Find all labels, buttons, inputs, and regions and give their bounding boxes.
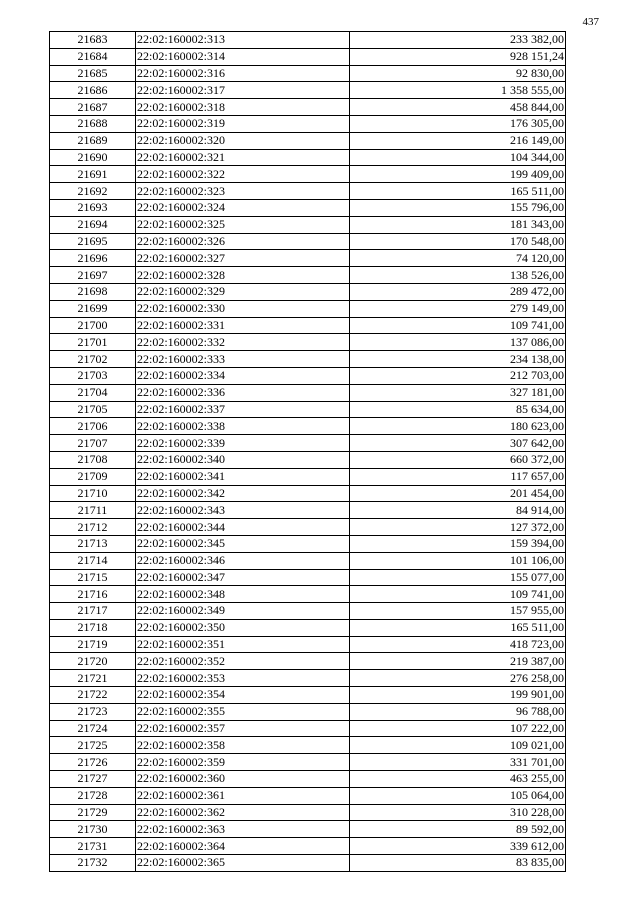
row-number-cell: 21694	[50, 216, 136, 233]
table-row	[50, 787, 566, 804]
row-number-cell: 21720	[50, 653, 136, 670]
cadastral-value-cell: 157 955,00	[350, 603, 566, 620]
cadastral-number-cell: 22:02:160002:348	[136, 586, 350, 603]
table-row	[50, 653, 566, 670]
cadastral-value-cell: 331 701,00	[350, 754, 566, 771]
row-number-cell: 21704	[50, 384, 136, 401]
table-row	[50, 216, 566, 233]
row-number-cell: 21714	[50, 552, 136, 569]
table-row	[50, 485, 566, 502]
table-row	[50, 670, 566, 687]
table-row	[50, 603, 566, 620]
cadastral-number-cell: 22:02:160002:350	[136, 619, 350, 636]
cadastral-number-cell: 22:02:160002:338	[136, 418, 350, 435]
cadastral-number-cell: 22:02:160002:364	[136, 838, 350, 855]
table-row	[50, 804, 566, 821]
table-row	[50, 32, 566, 49]
table-row	[50, 65, 566, 82]
cadastral-value-cell: 199 901,00	[350, 687, 566, 704]
row-number-cell: 21724	[50, 720, 136, 737]
table-row	[50, 720, 566, 737]
table-row	[50, 367, 566, 384]
row-number-cell: 21709	[50, 468, 136, 485]
row-number-cell: 21712	[50, 519, 136, 536]
cadastral-value-cell: 74 120,00	[350, 250, 566, 267]
row-number-cell: 21685	[50, 65, 136, 82]
row-number-cell: 21695	[50, 233, 136, 250]
row-number-cell: 21707	[50, 435, 136, 452]
row-number-cell: 21726	[50, 754, 136, 771]
cadastral-value-cell: 165 511,00	[350, 619, 566, 636]
table-row	[50, 703, 566, 720]
row-number-cell: 21687	[50, 99, 136, 116]
row-number-cell: 21700	[50, 317, 136, 334]
cadastral-value-cell: 928 151,24	[350, 48, 566, 65]
cadastral-value-cell: 165 511,00	[350, 183, 566, 200]
cadastral-value-cell: 463 255,00	[350, 771, 566, 788]
table-row	[50, 619, 566, 636]
row-number-cell: 21721	[50, 670, 136, 687]
row-number-cell: 21730	[50, 821, 136, 838]
cadastral-value-cell: 109 741,00	[350, 586, 566, 603]
row-number-cell: 21690	[50, 149, 136, 166]
table-row	[50, 468, 566, 485]
cadastral-number-cell: 22:02:160002:313	[136, 32, 350, 49]
table-row	[50, 636, 566, 653]
cadastral-value-cell: 216 149,00	[350, 132, 566, 149]
cadastral-number-cell: 22:02:160002:317	[136, 82, 350, 99]
row-number-cell: 21697	[50, 267, 136, 284]
table-row	[50, 99, 566, 116]
table-row	[50, 283, 566, 300]
cadastral-value-cell: 83 835,00	[350, 855, 566, 872]
cadastral-number-cell: 22:02:160002:346	[136, 552, 350, 569]
cadastral-value-cell: 85 634,00	[350, 401, 566, 418]
table-row	[50, 586, 566, 603]
row-number-cell: 21703	[50, 367, 136, 384]
cadastral-number-cell: 22:02:160002:360	[136, 771, 350, 788]
table-row	[50, 334, 566, 351]
cadastral-value-cell: 199 409,00	[350, 166, 566, 183]
cadastral-value-cell: 101 106,00	[350, 552, 566, 569]
cadastral-value-cell: 219 387,00	[350, 653, 566, 670]
cadastral-value-cell: 279 149,00	[350, 300, 566, 317]
table-row	[50, 233, 566, 250]
cadastral-value-cell: 105 064,00	[350, 787, 566, 804]
cadastral-number-cell: 22:02:160002:359	[136, 754, 350, 771]
cadastral-number-cell: 22:02:160002:357	[136, 720, 350, 737]
cadastral-number-cell: 22:02:160002:316	[136, 65, 350, 82]
cadastral-value-cell: 234 138,00	[350, 351, 566, 368]
cadastral-number-cell: 22:02:160002:353	[136, 670, 350, 687]
row-number-cell: 21719	[50, 636, 136, 653]
table-row	[50, 250, 566, 267]
table-row	[50, 82, 566, 99]
cadastral-value-cell: 310 228,00	[350, 804, 566, 821]
cadastral-value-cell: 180 623,00	[350, 418, 566, 435]
cadastral-value-cell: 138 526,00	[350, 267, 566, 284]
cadastral-value-cell: 137 086,00	[350, 334, 566, 351]
cadastral-value-cell: 159 394,00	[350, 535, 566, 552]
cadastral-value-cell: 212 703,00	[350, 367, 566, 384]
cadastral-number-cell: 22:02:160002:341	[136, 468, 350, 485]
row-number-cell: 21701	[50, 334, 136, 351]
row-number-cell: 21691	[50, 166, 136, 183]
cadastral-value-cell: 339 612,00	[350, 838, 566, 855]
cadastral-number-cell: 22:02:160002:323	[136, 183, 350, 200]
cadastral-number-cell: 22:02:160002:347	[136, 569, 350, 586]
table-body	[50, 32, 566, 872]
row-number-cell: 21723	[50, 703, 136, 720]
cadastral-number-cell: 22:02:160002:361	[136, 787, 350, 804]
table-row	[50, 132, 566, 149]
cadastral-number-cell: 22:02:160002:325	[136, 216, 350, 233]
row-number-cell: 21684	[50, 48, 136, 65]
cadastral-number-cell: 22:02:160002:337	[136, 401, 350, 418]
table-row	[50, 737, 566, 754]
cadastral-value-cell: 233 382,00	[350, 32, 566, 49]
cadastral-number-cell: 22:02:160002:365	[136, 855, 350, 872]
cadastral-value-cell: 276 258,00	[350, 670, 566, 687]
table-row	[50, 166, 566, 183]
row-number-cell: 21706	[50, 418, 136, 435]
table-row	[50, 267, 566, 284]
row-number-cell: 21683	[50, 32, 136, 49]
cadastral-value-cell: 170 548,00	[350, 233, 566, 250]
page-number: 437	[582, 16, 599, 28]
table-row	[50, 199, 566, 216]
row-number-cell: 21713	[50, 535, 136, 552]
row-number-cell: 21728	[50, 787, 136, 804]
row-number-cell: 21688	[50, 115, 136, 132]
table-row	[50, 754, 566, 771]
cadastral-number-cell: 22:02:160002:330	[136, 300, 350, 317]
table-row	[50, 351, 566, 368]
cadastral-value-cell: 109 021,00	[350, 737, 566, 754]
cadastral-value-cell: 109 741,00	[350, 317, 566, 334]
cadastral-value-cell: 1 358 555,00	[350, 82, 566, 99]
cadastral-number-cell: 22:02:160002:334	[136, 367, 350, 384]
table-row	[50, 149, 566, 166]
cadastral-number-cell: 22:02:160002:324	[136, 199, 350, 216]
row-number-cell: 21711	[50, 502, 136, 519]
table-row	[50, 838, 566, 855]
table-row	[50, 115, 566, 132]
table-row	[50, 183, 566, 200]
cadastral-value-cell: 201 454,00	[350, 485, 566, 502]
cadastral-number-cell: 22:02:160002:329	[136, 283, 350, 300]
cadastral-number-cell: 22:02:160002:326	[136, 233, 350, 250]
row-number-cell: 21717	[50, 603, 136, 620]
table-row	[50, 569, 566, 586]
cadastral-number-cell: 22:02:160002:320	[136, 132, 350, 149]
cadastral-value-cell: 181 343,00	[350, 216, 566, 233]
cadastral-number-cell: 22:02:160002:318	[136, 99, 350, 116]
cadastral-value-cell: 176 305,00	[350, 115, 566, 132]
row-number-cell: 21710	[50, 485, 136, 502]
table-row	[50, 300, 566, 317]
cadastral-value-cell: 660 372,00	[350, 451, 566, 468]
table-row	[50, 384, 566, 401]
table-row	[50, 552, 566, 569]
row-number-cell: 21686	[50, 82, 136, 99]
cadastral-value-cell: 327 181,00	[350, 384, 566, 401]
table-row	[50, 535, 566, 552]
cadastral-value-cell: 92 830,00	[350, 65, 566, 82]
cadastral-number-cell: 22:02:160002:321	[136, 149, 350, 166]
cadastral-value-cell: 155 796,00	[350, 199, 566, 216]
cadastral-value-cell: 104 344,00	[350, 149, 566, 166]
cadastral-number-cell: 22:02:160002:351	[136, 636, 350, 653]
cadastral-number-cell: 22:02:160002:340	[136, 451, 350, 468]
cadastral-value-cell: 117 657,00	[350, 468, 566, 485]
row-number-cell: 21732	[50, 855, 136, 872]
cadastral-number-cell: 22:02:160002:319	[136, 115, 350, 132]
cadastral-number-cell: 22:02:160002:342	[136, 485, 350, 502]
cadastral-value-cell: 89 592,00	[350, 821, 566, 838]
table-row	[50, 451, 566, 468]
cadastral-number-cell: 22:02:160002:343	[136, 502, 350, 519]
cadastral-value-cell: 458 844,00	[350, 99, 566, 116]
row-number-cell: 21689	[50, 132, 136, 149]
table-row	[50, 401, 566, 418]
row-number-cell: 21702	[50, 351, 136, 368]
table-row	[50, 435, 566, 452]
row-number-cell: 21705	[50, 401, 136, 418]
cadastral-value-cell: 155 077,00	[350, 569, 566, 586]
table-row	[50, 687, 566, 704]
row-number-cell: 21696	[50, 250, 136, 267]
table-row	[50, 821, 566, 838]
cadastral-value-cell: 127 372,00	[350, 519, 566, 536]
cadastral-number-cell: 22:02:160002:333	[136, 351, 350, 368]
row-number-cell: 21716	[50, 586, 136, 603]
cadastral-number-cell: 22:02:160002:362	[136, 804, 350, 821]
row-number-cell: 21729	[50, 804, 136, 821]
cadastral-value-cell: 289 472,00	[350, 283, 566, 300]
row-number-cell: 21722	[50, 687, 136, 704]
row-number-cell: 21725	[50, 737, 136, 754]
row-number-cell: 21727	[50, 771, 136, 788]
row-number-cell: 21718	[50, 619, 136, 636]
cadastral-value-cell: 307 642,00	[350, 435, 566, 452]
cadastral-number-cell: 22:02:160002:339	[136, 435, 350, 452]
table-row	[50, 418, 566, 435]
table-row	[50, 771, 566, 788]
cadastral-value-cell: 84 914,00	[350, 502, 566, 519]
row-number-cell: 21715	[50, 569, 136, 586]
cadastral-value-cell: 418 723,00	[350, 636, 566, 653]
cadastral-number-cell: 22:02:160002:358	[136, 737, 350, 754]
row-number-cell: 21693	[50, 199, 136, 216]
cadastral-number-cell: 22:02:160002:327	[136, 250, 350, 267]
cadastral-value-table	[49, 31, 566, 872]
cadastral-number-cell: 22:02:160002:328	[136, 267, 350, 284]
row-number-cell: 21731	[50, 838, 136, 855]
cadastral-number-cell: 22:02:160002:314	[136, 48, 350, 65]
cadastral-number-cell: 22:02:160002:355	[136, 703, 350, 720]
cadastral-number-cell: 22:02:160002:349	[136, 603, 350, 620]
cadastral-number-cell: 22:02:160002:345	[136, 535, 350, 552]
table-row	[50, 317, 566, 334]
table-row	[50, 519, 566, 536]
row-number-cell: 21699	[50, 300, 136, 317]
cadastral-value-cell: 96 788,00	[350, 703, 566, 720]
cadastral-number-cell: 22:02:160002:344	[136, 519, 350, 536]
row-number-cell: 21708	[50, 451, 136, 468]
cadastral-number-cell: 22:02:160002:336	[136, 384, 350, 401]
cadastral-number-cell: 22:02:160002:332	[136, 334, 350, 351]
cadastral-value-cell: 107 222,00	[350, 720, 566, 737]
cadastral-number-cell: 22:02:160002:363	[136, 821, 350, 838]
row-number-cell: 21692	[50, 183, 136, 200]
cadastral-number-cell: 22:02:160002:354	[136, 687, 350, 704]
table-row	[50, 502, 566, 519]
cadastral-number-cell: 22:02:160002:331	[136, 317, 350, 334]
row-number-cell: 21698	[50, 283, 136, 300]
cadastral-number-cell: 22:02:160002:352	[136, 653, 350, 670]
table-row	[50, 855, 566, 872]
table-row	[50, 48, 566, 65]
cadastral-number-cell: 22:02:160002:322	[136, 166, 350, 183]
